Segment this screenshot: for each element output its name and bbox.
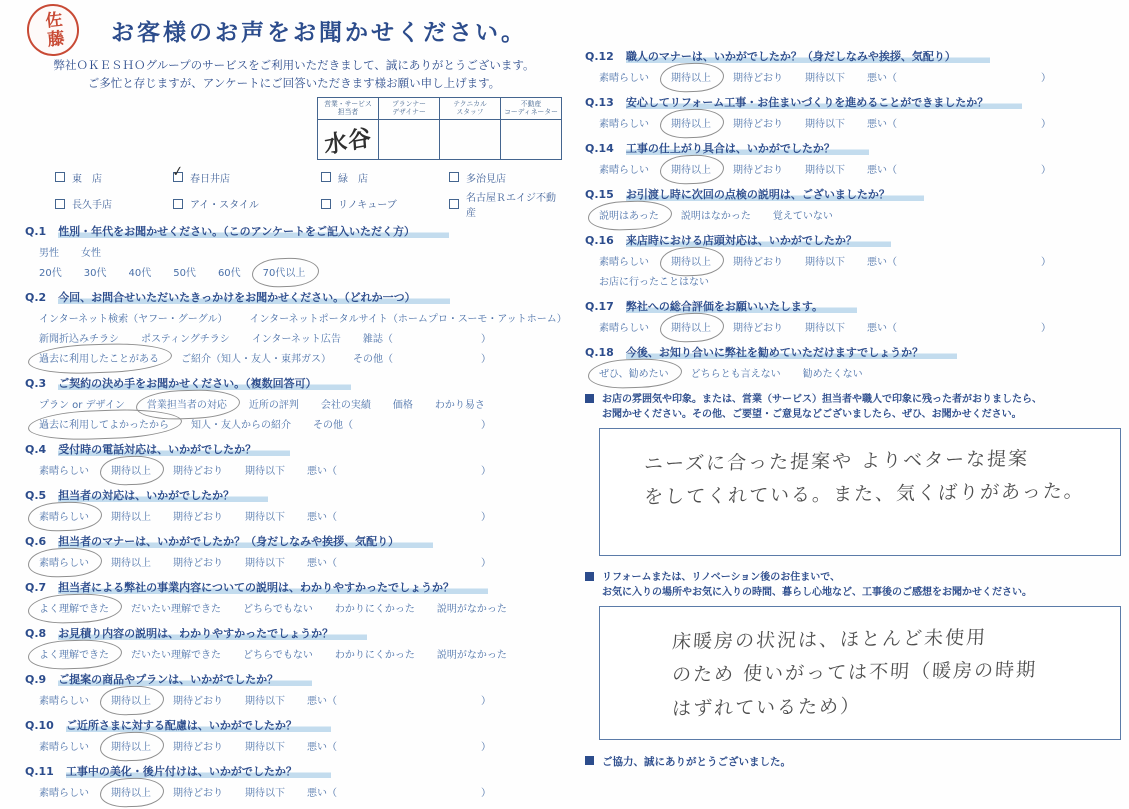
answer-option[interactable]: 期待以下 — [805, 73, 845, 84]
planner-name-cell[interactable] — [379, 119, 440, 159]
answer-option[interactable]: 期待どおり — [733, 257, 783, 268]
answer-row — [39, 244, 563, 259]
answer-option[interactable]: 新聞折込みチラシ — [39, 333, 119, 345]
question-Q.14 — [585, 140, 1123, 176]
answer-option-circled[interactable]: 期待以上 — [671, 319, 711, 334]
answer-option[interactable]: 期待以上 — [111, 557, 151, 569]
paren-close: ） — [481, 695, 491, 707]
answer-option[interactable]: 覚えていない — [772, 211, 833, 222]
answer-option[interactable]: 悪い（ — [867, 73, 897, 84]
paren-close: ） — [1041, 165, 1051, 176]
staff-table-header-row — [318, 97, 562, 119]
document-header — [25, 0, 563, 93]
answer-row — [39, 784, 563, 799]
answer-row — [599, 253, 1123, 268]
store-label: 多治見店 — [466, 173, 506, 185]
comment-box-after-renovation[interactable] — [599, 606, 1121, 740]
checkbox-checked-icon[interactable] — [170, 163, 185, 182]
staff-table-value-row — [318, 119, 562, 159]
store-option[interactable] — [55, 170, 173, 185]
store-label: 名古屋Ｒエイジ不動産 — [466, 192, 556, 219]
answer-option[interactable]: インターネット検索（ヤフー・グーグル） — [39, 313, 228, 325]
answer-row — [39, 416, 563, 431]
question-number: Q.16 — [585, 234, 614, 247]
answer-option[interactable]: どちらでもない — [243, 649, 313, 661]
question-title: 今後、お知り合いに弊社を勧めていただけますでしょうか？ — [626, 346, 957, 359]
answer-rows — [585, 253, 1123, 288]
answer-option[interactable]: 期待以下 — [245, 695, 285, 707]
answer-option[interactable]: 悪い（ — [307, 557, 337, 569]
handwritten-comment-line: 床暖房の状況は、ほとんど未使用 — [671, 626, 988, 654]
answer-option[interactable]: 素晴らしい — [599, 119, 649, 130]
question-title: お引渡し時に次回の点検の説明は、ございましたか？ — [626, 188, 924, 201]
answer-row — [39, 462, 563, 477]
question-Q.10 — [25, 717, 563, 753]
answer-option-circled[interactable]: 70代以上 — [263, 264, 306, 279]
question-number: Q.13 — [585, 96, 614, 109]
question-Q.4 — [25, 441, 563, 477]
answer-option[interactable]: 悪い（ — [307, 695, 337, 707]
answer-rows — [585, 115, 1123, 130]
question-Q.11 — [25, 763, 563, 799]
comment-section-shop — [585, 392, 1123, 556]
question-number: Q.2 — [25, 290, 47, 304]
checkbox-icon[interactable] — [321, 199, 331, 209]
answer-rows — [585, 207, 1123, 222]
paren-close: ） — [1041, 73, 1051, 84]
answer-option[interactable]: 期待以下 — [805, 323, 845, 334]
question-Q.16 — [585, 232, 1123, 288]
question-title: 今回、お問合せいただいたきっかけをお聞かせください。（どれか一つ） — [58, 291, 450, 304]
paren-close: ） — [481, 419, 491, 431]
answer-option[interactable]: 素晴らしい — [599, 323, 649, 334]
answer-option[interactable]: 期待以上 — [111, 511, 151, 523]
answer-option[interactable]: 期待以下 — [805, 119, 845, 130]
answer-option-circled[interactable]: 過去に利用したことがある — [39, 350, 159, 365]
question-number: Q.5 — [25, 488, 47, 502]
answer-option[interactable]: 期待以下 — [245, 465, 285, 477]
answer-option[interactable]: 悪い（ — [307, 741, 337, 753]
checkbox-icon[interactable] — [173, 199, 183, 209]
staff-col-realestate: 不動産 コーディネーター — [501, 97, 562, 119]
answer-row — [39, 692, 563, 707]
answer-option-circled[interactable]: 説明はあった — [599, 207, 659, 222]
answer-option-circled[interactable]: 素晴らしい — [39, 554, 89, 569]
staff-col-sales: 営業・サービス 担当者 — [318, 97, 379, 119]
handwritten-comment-line: はずれているため） — [671, 694, 862, 720]
answer-option-circled[interactable]: 期待以上 — [671, 253, 711, 268]
answer-option-circled[interactable]: よく理解できた — [39, 646, 109, 661]
answer-option[interactable]: 40代 — [128, 267, 152, 279]
answer-option[interactable]: 説明はなかった — [680, 211, 751, 222]
answer-row — [39, 330, 563, 345]
paren-close: ） — [481, 465, 491, 477]
handwritten-checkmark-icon: ✓ — [170, 163, 185, 181]
answer-option[interactable]: だいたい理解できた — [131, 603, 221, 615]
store-label: 長久手店 — [72, 200, 112, 212]
question-number: Q.10 — [25, 718, 54, 732]
answer-option[interactable]: 期待どおり — [733, 73, 783, 84]
answer-option[interactable]: わかりにくかった — [334, 603, 415, 615]
store-label: リノキューブ — [338, 200, 397, 212]
answer-option[interactable]: 50代 — [173, 267, 196, 279]
store-option[interactable] — [173, 189, 321, 219]
square-bullet-icon — [585, 572, 594, 581]
answer-option[interactable]: 素晴らしい — [39, 787, 89, 799]
page-title: お客様のお声をお聞かせください。 — [111, 20, 527, 46]
intro-line-2: ご多忙と存じますが、アンケートにご回答いただきます様お願い申し上げます。 — [87, 75, 501, 90]
answer-option[interactable]: プラン or デザイン — [39, 399, 125, 411]
answer-option-circled[interactable]: 期待以上 — [671, 69, 711, 84]
store-option[interactable] — [321, 189, 449, 219]
question-title: ご契約の決め手をお聞かせください。（複数回答可） — [58, 377, 351, 390]
answer-option-circled[interactable]: 期待以上 — [111, 692, 151, 707]
store-option[interactable] — [170, 163, 321, 185]
paren-close: ） — [481, 787, 491, 799]
answer-rows — [25, 244, 563, 279]
comment-section-header: お店の雰囲気や印象。または、営業（サービス）担当者や職人で印象に残った者がおりましたら、 お聞かせください。その他、ご要望・ご意見などございましたら、ぜひ、お聞かせください。 — [602, 394, 1042, 420]
paren-close: ） — [1041, 323, 1051, 334]
question-number: Q.15 — [585, 188, 614, 201]
question-number: Q.6 — [25, 534, 47, 548]
answer-rows — [25, 784, 563, 799]
answer-rows — [25, 692, 563, 707]
answer-rows — [25, 462, 563, 477]
question-title: ご近所さまに対する配慮は、いかがでしたか？ — [66, 719, 331, 732]
question-Q.6 — [25, 533, 563, 569]
square-bullet-icon — [585, 394, 594, 403]
answer-row — [599, 365, 1123, 380]
answer-option[interactable]: 期待どおり — [173, 787, 223, 799]
question-number: Q.1 — [25, 224, 47, 238]
question-title: 担当者のマナーは、いかがでしたか？（身だしなみや挨拶、気配り） — [58, 535, 433, 548]
paren-close: ） — [1041, 119, 1051, 130]
answer-row — [599, 115, 1123, 130]
comment-section-after-renovation — [585, 570, 1123, 740]
handwritten-comment-line: をしてくれている。また、気くばりがあった。 — [643, 480, 1086, 509]
answer-option[interactable]: 素晴らしい — [39, 465, 89, 477]
answer-row — [39, 310, 567, 325]
answer-row — [39, 508, 563, 523]
question-number: Q.8 — [25, 626, 47, 640]
answer-option[interactable]: 20代 — [39, 267, 62, 279]
company-seal-stamp: 佐藤 — [24, 1, 81, 58]
answer-rows — [585, 365, 1123, 380]
answer-option[interactable]: 悪い（ — [307, 511, 337, 523]
right-column — [585, 48, 1123, 769]
staff-col-technical: テクニカル スタッフ — [440, 97, 501, 119]
answer-option[interactable]: インターネット広告 — [251, 333, 341, 345]
answer-rows — [585, 161, 1123, 176]
question-title: ご提案の商品やプランは、いかがでしたか？ — [58, 673, 312, 686]
answer-option[interactable]: 知人・友人からの紹介 — [191, 419, 291, 431]
answer-option[interactable]: 期待どおり — [173, 741, 223, 753]
question-number: Q.17 — [585, 300, 614, 313]
answer-row — [39, 350, 563, 365]
square-bullet-icon — [585, 756, 594, 765]
answer-option[interactable]: 説明がなかった — [436, 649, 507, 661]
answer-option[interactable]: 素晴らしい — [599, 257, 649, 268]
technical-name-cell[interactable] — [440, 119, 501, 159]
answer-option[interactable]: 男性 — [39, 247, 59, 259]
answer-option[interactable]: 期待以下 — [805, 257, 845, 268]
question-title: 弊社への総合評価をお願いいたします。 — [626, 300, 857, 313]
answer-option-circled[interactable]: 期待以上 — [111, 784, 151, 799]
answer-option[interactable]: その他（ — [313, 419, 353, 431]
answer-option[interactable]: インターネットポータルサイト（ホームプロ・スーモ・アットホーム） — [249, 313, 567, 325]
answer-option-circled[interactable]: 過去に利用してよかったから — [39, 416, 169, 431]
question-title: 担当者による弊社の事業内容についての説明は、わかりやすかったでしょうか？ — [58, 581, 488, 594]
answer-option[interactable]: 素晴らしい — [39, 695, 89, 707]
question-title: 職人のマナーは、いかがでしたか？（身だしなみや挨拶、気配り） — [626, 50, 990, 63]
answer-row — [39, 600, 563, 615]
answer-option[interactable]: 期待以下 — [245, 787, 285, 799]
comment-box-shop[interactable] — [599, 428, 1121, 556]
answer-option[interactable]: ポスティングチラシ — [141, 333, 230, 345]
answer-option[interactable]: 期待以下 — [245, 741, 285, 753]
answer-option[interactable]: 期待以下 — [805, 165, 845, 176]
answer-row — [599, 207, 1123, 222]
answer-option[interactable]: 期待どおり — [733, 165, 783, 176]
answer-rows — [25, 310, 567, 365]
paren-close: ） — [481, 741, 491, 753]
question-number: Q.3 — [25, 376, 47, 390]
questions-left — [25, 223, 567, 799]
answer-row — [39, 396, 563, 411]
checkbox-icon[interactable] — [55, 172, 65, 182]
question-Q.12 — [585, 48, 1123, 84]
paren-close: ） — [481, 333, 491, 345]
answer-option[interactable]: わかり易さ — [434, 399, 485, 411]
question-number: Q.11 — [25, 764, 54, 778]
answer-option-circled[interactable]: ぜひ、勧めたい — [599, 365, 669, 380]
answer-option[interactable]: ご紹介（知人・友人・東邦ガス） — [181, 353, 331, 365]
question-Q.1 — [25, 223, 563, 279]
question-Q.3 — [25, 375, 563, 431]
answer-rows — [25, 738, 563, 753]
answer-option[interactable]: 期待どおり — [173, 557, 223, 569]
answer-option[interactable]: 期待どおり — [173, 465, 223, 477]
paren-close: ） — [481, 557, 491, 569]
answer-option[interactable]: 期待以下 — [245, 557, 285, 569]
answer-option[interactable]: 60代 — [217, 267, 241, 279]
answer-option[interactable]: お店に行ったことはない — [599, 277, 709, 288]
answer-option[interactable]: 素晴らしい — [39, 741, 89, 753]
answer-option[interactable]: 勧めたくない — [802, 369, 863, 380]
intro-line-1: 弊社ＯＫＥＳＨＯグループのサービスをご利用いただきまして、誠にありがとうございます。 — [53, 58, 535, 72]
store-option[interactable] — [55, 189, 173, 219]
checkbox-icon[interactable] — [321, 172, 331, 182]
answer-row — [39, 264, 563, 279]
answer-row — [599, 319, 1123, 334]
answer-rows — [25, 508, 563, 523]
answer-rows — [25, 646, 563, 661]
answer-option[interactable]: その他（ — [353, 353, 393, 365]
answer-option-circled[interactable]: 期待以上 — [671, 115, 711, 130]
answer-row — [599, 69, 1123, 84]
answer-rows — [585, 319, 1123, 334]
answer-row — [39, 554, 563, 569]
handwritten-staff-name: 水谷 — [323, 124, 373, 159]
question-Q.5 — [25, 487, 563, 523]
answer-rows — [25, 554, 563, 569]
question-number: Q.7 — [25, 580, 47, 594]
store-option[interactable] — [321, 170, 449, 185]
question-Q.15 — [585, 186, 1123, 222]
paren-close: ） — [1041, 257, 1051, 268]
checkbox-icon[interactable] — [449, 199, 459, 209]
intro-text — [25, 57, 563, 93]
store-label: 東 店 — [72, 173, 102, 185]
answer-rows — [25, 600, 563, 615]
answer-option[interactable]: 価格 — [392, 399, 413, 411]
question-number: Q.14 — [585, 142, 614, 155]
answer-option[interactable]: 期待以下 — [245, 511, 285, 523]
answer-option[interactable]: 悪い（ — [867, 119, 897, 130]
staff-table — [317, 97, 562, 160]
question-Q.18 — [585, 344, 1123, 380]
answer-rows — [585, 69, 1123, 84]
question-title: 工事の仕上がり具合は、いかがでしたか？ — [626, 142, 869, 155]
answer-row — [39, 646, 563, 661]
closing-message — [585, 754, 1123, 769]
staff-name-cell[interactable] — [318, 119, 379, 159]
question-Q.13 — [585, 94, 1123, 130]
question-number: Q.4 — [25, 442, 47, 456]
answer-option[interactable]: 期待どおり — [173, 511, 223, 523]
answer-option-circled[interactable]: よく理解できた — [39, 600, 109, 615]
answer-row — [39, 738, 563, 753]
store-checkbox-group — [55, 163, 563, 219]
question-number: Q.9 — [25, 672, 47, 686]
store-label: 春日井店 — [190, 173, 230, 185]
question-title: 来店時における店頭対応は、いかがでしたか？ — [626, 234, 891, 247]
paren-close: ） — [481, 353, 491, 365]
question-title: 工事中の美化・後片付けは、いかがでしたか？ — [66, 765, 331, 778]
answer-option[interactable]: 雑誌（ — [362, 333, 393, 345]
answer-option-circled[interactable]: 営業担当者の対応 — [147, 396, 227, 411]
answer-option[interactable]: 悪い（ — [307, 465, 337, 477]
answer-option[interactable]: 会社の実績 — [320, 399, 371, 411]
question-number: Q.18 — [585, 346, 614, 359]
checkbox-icon[interactable] — [449, 172, 459, 182]
answer-option[interactable]: 悪い（ — [307, 787, 337, 799]
answer-row — [599, 273, 1123, 288]
answer-option[interactable]: どちらでもない — [243, 603, 313, 615]
store-label: 緑 店 — [338, 173, 368, 185]
question-title: 安心してリフォーム工事・お住まいづくりを進めることができましたか？ — [626, 96, 1022, 109]
store-row — [55, 189, 563, 219]
comment-section-header: リフォームまたは、リノベーション後のお住まいで、 お気に入りの場所やお気に入りの時間、暮らし心地など、工事後のご感想をお聞かせください。 — [602, 572, 1032, 598]
checkbox-icon[interactable] — [55, 199, 65, 209]
question-Q.7 — [25, 579, 563, 615]
answer-rows — [25, 396, 563, 431]
answer-option[interactable]: 女性 — [81, 247, 101, 259]
store-option[interactable] — [449, 189, 563, 219]
closing-text: ご協力、誠にありがとうございました。 — [602, 756, 791, 768]
answer-option[interactable]: 悪い（ — [867, 323, 897, 334]
question-title: 性別・年代をお聞かせください。（このアンケートをご記入いただく方） — [58, 225, 449, 238]
answer-option[interactable]: 期待どおり — [733, 323, 783, 334]
answer-row — [599, 161, 1123, 176]
store-option[interactable] — [449, 170, 563, 185]
answer-option[interactable]: 近所の評判 — [248, 399, 299, 411]
store-label: アイ・スタイル — [190, 200, 259, 212]
handwritten-comment-line: ニーズに合った提案や よりベターな提案 — [643, 447, 1030, 476]
left-column — [25, 0, 567, 809]
answer-option[interactable]: 期待どおり — [733, 119, 783, 130]
answer-option[interactable]: だいたい理解できた — [131, 649, 221, 661]
question-Q.2 — [25, 289, 567, 365]
handwritten-comment-line: のため 使いがっては不明（暖房の時期 — [671, 659, 1038, 687]
answer-option-circled[interactable]: 期待以上 — [111, 738, 151, 753]
answer-option[interactable]: 30代 — [83, 267, 107, 279]
answer-option[interactable]: 素晴らしい — [599, 73, 649, 84]
question-title: 担当者の対応は、いかがでしたか？ — [58, 489, 268, 502]
answer-option[interactable]: わかりにくかった — [334, 649, 415, 661]
answer-option-circled[interactable]: 期待以上 — [671, 161, 711, 176]
answer-option[interactable]: 悪い（ — [867, 257, 897, 268]
answer-option[interactable]: 素晴らしい — [599, 165, 649, 176]
answer-option[interactable]: どちらとも言えない — [690, 369, 781, 380]
question-Q.17 — [585, 298, 1123, 334]
staff-col-planner: プランナー デザイナー — [379, 97, 440, 119]
realestate-name-cell[interactable] — [501, 119, 562, 159]
paren-close: ） — [481, 511, 491, 523]
answer-option[interactable]: 説明がなかった — [436, 603, 507, 615]
answer-option[interactable]: 期待どおり — [173, 695, 223, 707]
answer-option-circled[interactable]: 期待以上 — [111, 462, 151, 477]
answer-option[interactable]: 悪い（ — [867, 165, 897, 176]
question-number: Q.12 — [585, 50, 614, 63]
question-title: お見積り内容の説明は、わかりやすかったでしょうか？ — [58, 627, 367, 640]
question-title: 受付時の電話対応は、いかがでしたか？ — [58, 443, 290, 456]
questions-right — [585, 48, 1123, 380]
answer-option-circled[interactable]: 素晴らしい — [39, 508, 89, 523]
store-row — [55, 163, 563, 185]
question-Q.9 — [25, 671, 563, 707]
question-Q.8 — [25, 625, 563, 661]
